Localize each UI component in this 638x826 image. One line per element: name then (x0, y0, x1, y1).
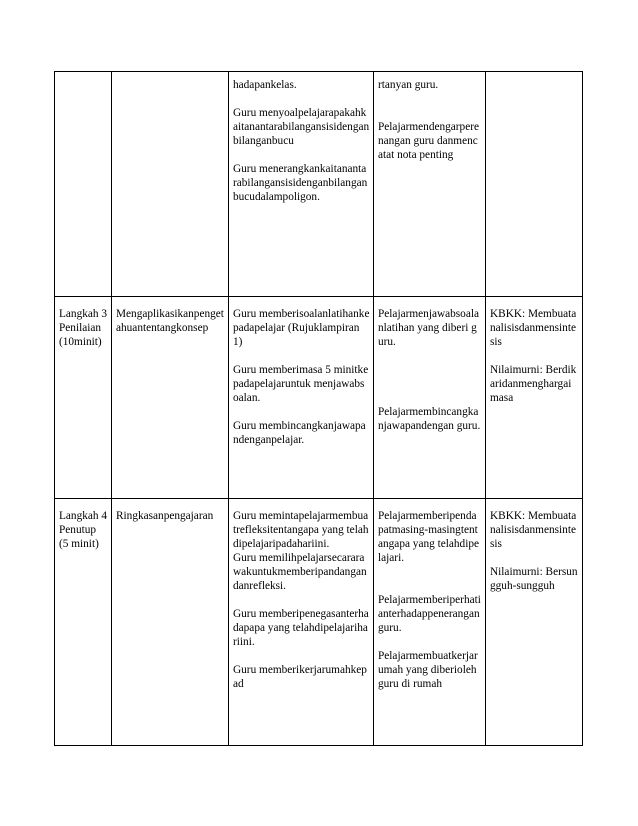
teacher-activity-text: Guru menerangkankaitanantarabilangansisidenganbilanganbucudalampoligon. (233, 163, 368, 203)
content-cell (112, 499, 229, 746)
teacher-activity-text: Guru memberipenegasanterhadapapa yang telahdipelajarihariini. (233, 608, 369, 648)
student-activity-text: Pelajarmenjawabsoalanlatihan yang diberi guru. (378, 308, 479, 348)
teacher-activity-text: Guru membincangkanjawapandenganpelajar. (233, 420, 366, 446)
student-activity-text: Pelajarmendengarperenangan guru danmencatat nota penting (378, 121, 479, 161)
teacher-activity-text: Guru memberisoalanlatihankepadapelajar (Rujuklampiran 1) (233, 308, 370, 348)
teacher-activity-text: Guru memilihpelajarsecararawakuntukmemberipandangandanrefleksi. (233, 552, 367, 592)
values-note: Nilaimurni: Berdikaridanmenghargaimasa (490, 364, 577, 404)
content-text: Mengaplikasikanpengetahuantentangkonsep (116, 308, 224, 334)
student-activity-text: Pelajarmemberipendapatmasing-masingtentangapa yang telahdipelajari. (378, 510, 479, 564)
kbkk-note: KBKK: Membuatanalisisdanmensintesis (490, 510, 577, 550)
teacher-activity-cell (229, 72, 374, 297)
lesson-plan-table (54, 71, 583, 746)
notes-cell (486, 499, 583, 746)
teacher-activity-text: Guru menyoalpelajarapakahkaitanantarabilangansisidenganbilanganbucu (233, 107, 370, 147)
content-cell (112, 72, 229, 297)
notes-cell (486, 297, 583, 499)
kbkk-note: KBKK: Membuatanalisisdanmensintesis (490, 308, 577, 348)
table-row (55, 297, 583, 499)
teacher-activity-text: hadapankelas. (233, 79, 297, 91)
teacher-activity-text: Guru memberimasa 5 minitkepadapelajaruntuk menjawabsoalan. (233, 364, 369, 404)
step-label: Langkah 3 Penilaian (10minit) (59, 308, 107, 348)
notes-cell (486, 72, 583, 297)
step-cell (55, 499, 112, 746)
teacher-activity-text: Guru memberikerjarumahkepad (233, 664, 367, 690)
student-activity-text: Pelajarmembuatkerjarumah yang diberioleh guru di rumah (378, 650, 478, 690)
student-activity-cell (374, 499, 486, 746)
teacher-activity-cell (229, 499, 374, 746)
student-activity-text: Pelajarmembincangkanjawapandengan guru. (378, 406, 481, 432)
table-row (55, 72, 583, 297)
values-note: Nilaimurni: Bersungguh-sungguh (490, 566, 578, 592)
student-activity-cell (374, 72, 486, 297)
teacher-activity-cell (229, 297, 374, 499)
step-cell (55, 297, 112, 499)
student-activity-cell (374, 297, 486, 499)
student-activity-text: Pelajarmemberiperhatianterhadappenerangan guru. (378, 594, 481, 634)
student-activity-text: rtanyan guru. (378, 79, 439, 91)
content-cell (112, 297, 229, 499)
teacher-activity-text: Guru memintapelajarmembuatrefleksitentangapa yang telahdipelajaripadahariini. (233, 510, 369, 550)
step-label: Langkah 4 Penutup (5 minit) (59, 510, 107, 550)
table-row (55, 499, 583, 746)
step-cell (55, 72, 112, 297)
content-text: Ringkasanpengajaran (116, 510, 214, 522)
